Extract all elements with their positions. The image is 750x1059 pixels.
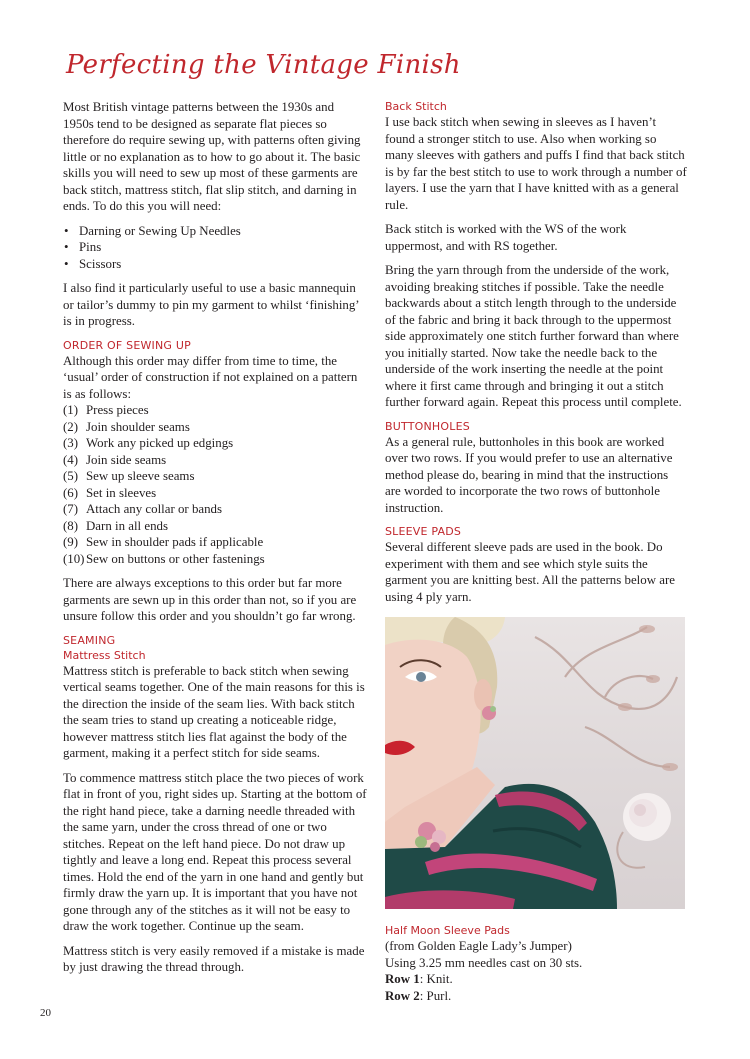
list-item [63,435,368,452]
half-moon-cast-on: Using 3.25 mm needles cast on 30 sts. [385,955,583,970]
intro-paragraph: Most British vintage patterns between the 1930s and 1950s tend to be designed as separate flat pieces so therefore do require sewing up, with patterns often giving little or no explanation as to how to go about it. The basic skills you will need to sew up most of these garments are back stitch, mattress stitch, flat slip stitch, and darning in ends. To do this you will need: [63,100,361,213]
list-item: • Pins [76,239,368,256]
model-photo [385,617,685,909]
back-stitch-paragraph-2: Back stitch is worked with the WS of the work uppermost, and with RS together. [385,222,627,253]
mattress-heading: Mattress Stitch [63,648,146,662]
list-item [63,468,368,485]
exceptions-paragraph: There are always exceptions to this order but far more garments are sewn up in this order than not, so if you are unsure follow this order and you shouldn’t go far wrong. [63,576,357,623]
row-1-instruction [385,971,687,988]
mattress-paragraph-3: Mattress stitch is very easily removed if a mistake is made by just drawing the thread through. [63,943,365,974]
step-number: (7) [63,502,79,516]
step-text: Sew up sleeve seams [86,469,195,483]
right-column [385,99,687,1004]
step-text: Join side seams [86,452,167,467]
step-text: Attach any collar or bands [86,502,223,516]
seaming-heading: SEAMING [63,633,116,647]
order-heading: ORDER OF SEWING UP [63,338,191,352]
step-number: (3) [63,436,79,450]
row-1-label: Row 1 [385,972,420,986]
step-text: Set in sleeves [86,485,157,500]
step-text: Sew on buttons or other fastenings [86,551,265,566]
half-moon-source: (from Golden Eagle Lady’s Jumper) [385,939,572,953]
list-item [63,485,368,502]
step-number: (10) [63,551,85,566]
list-item [63,534,368,551]
step-text: Join shoulder seams [86,419,190,434]
step-text: Press pieces [86,403,149,417]
step-number: (9) [63,535,79,549]
row-2-text: : Purl. [419,988,452,1003]
list-item [63,419,368,436]
list-item: • Scissors [76,256,368,273]
row-2-label: Row 2 [385,988,420,1003]
buttonholes-heading: BUTTONHOLES [385,419,470,433]
row-2-instruction [385,988,687,1005]
step-number: (8) [63,518,79,533]
sleeve-pads-heading: SLEEVE PADS [385,525,462,538]
half-moon-heading: Half Moon Sleeve Pads [385,924,510,937]
buttonholes-paragraph: As a general rule, buttonholes in this book are worked over two rows. If you would prefer to use an alternative method please do, bearing in mind that the instructions are worded to incorporate the two rows of buttonhole instruction. [385,434,673,515]
model-photo-illustration [385,617,685,909]
step-text: Darn in all ends [86,518,168,533]
step-number: (5) [63,469,79,483]
back-stitch-paragraph-1: I use back stitch when sewing in sleeves as I haven’t found a stronger stitch to use. Also when working so many sleeves with gathers and puffs I find that back stitch is by far the best stitch to use to work through a number of layers. I use the yarn that I have knitted with as a general rule. [385,115,687,212]
step-text: Work any picked up edgings [86,436,234,450]
row-1-text: : Knit. [419,972,453,986]
step-number: (1) [63,403,79,417]
list-item [63,402,368,419]
order-intro: Although this order may differ from time to time, the ‘usual’ order of construction if not explained on a pattern is as follows: [63,353,358,401]
page-title: Perfecting the Vintage Finish [66,50,461,80]
back-stitch-paragraph-3: Bring the yarn through from the underside of the work, avoiding breaking stitches if possible. Take the needle backwards about a stitch length through to the underside of the fabric and bring it back through to the uppermost side approximately one stitch further forward than where you initially started. Now take the needle back to the underside of the work inserting the needle at the point where it first came through and bringing it out a stitch further forward again. Repeat this process until complete. [385,263,682,409]
mannequin-paragraph: I also find it particularly useful to use a basic mannequin or tailor’s dummy to pin my garment to whilst ‘finishing’ is in progress. [63,281,359,328]
list-item [63,501,368,518]
left-column [63,99,368,984]
step-number: (2) [63,419,79,434]
step-number: (4) [63,452,79,467]
needs-list [63,223,368,273]
step-text: Sew in shoulder pads if applicable [86,535,264,549]
mattress-paragraph-1: Mattress stitch is preferable to back stitch when sewing vertical seams together. One of the main reasons for this is the direction the inside of the seam lies. With back stitch the seam tries to stand up creating a noticeable ridge, however mattress stitch lies flat against the body of the garment, making it a perfect stitch for side seams. [63,663,365,760]
page-number: 20 [40,1007,51,1019]
order-steps-list [63,402,368,567]
list-item [63,518,368,535]
list-item [63,551,368,568]
list-item: • Darning or Sewing Up Needles [76,223,368,240]
mattress-paragraph-2: To commence mattress stitch place the two pieces of work flat in front of you, right sides up. Starting at the bottom of the right hand piece, take a darning needle threaded with the same yarn, under the cross thread of one or two stitches. Repeat on the left hand piece. Do not draw up tightly and leave a long end. Repeat this process several times. Hold the end of the yarn in one hand and gently but firmly draw the yarn up. It is important that you have not gone through any of the stitches as it will not be easy to draw the work together. Continue up the seam. [63,770,367,933]
step-number: (6) [63,485,79,500]
sleeve-pads-paragraph: Several different sleeve pads are used in the book. Do experiment with them and see which style suits the garment you are knitting best. All the patterns below are using 4 ply yarn. [385,540,675,604]
back-stitch-heading: Back Stitch [385,100,447,113]
list-item [63,452,368,469]
